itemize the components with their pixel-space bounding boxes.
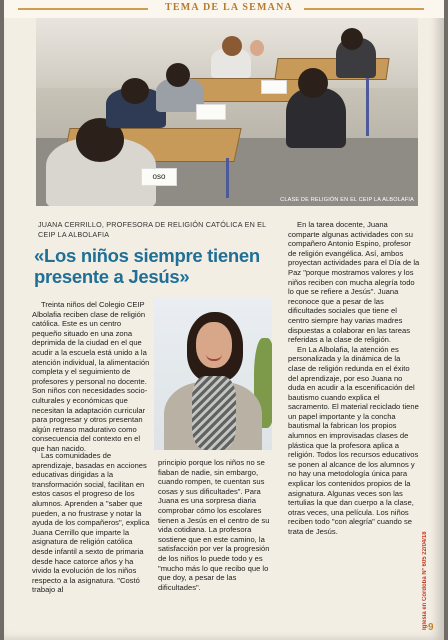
desk-leg <box>226 158 229 198</box>
issue-number: Nº 605 <box>422 556 428 575</box>
student-head <box>341 28 363 50</box>
article-column-1-continued <box>32 451 150 595</box>
article-column-1 <box>32 300 150 454</box>
scarf <box>192 376 236 450</box>
section-header <box>4 0 444 18</box>
paragraph: En la tarea docente, Juana comparte algunas actividades con su compañero Antonio Espino, profesor de religión evangélica. Así, ambos proyectan actividades para el Día de la Paz "porque mostramos valores y los niños reciben con mucha alegría todo lo que se refiere a Jesús". Juana reconoce que a pesar de las dificultades sociales que tiene el centro siempre hay varias madres dispuestas a colaborar en las tareas referidas a la clase de religión. <box>288 220 420 345</box>
worksheet <box>261 80 287 94</box>
headline: «Los niños siempre tienen presente a Jesús» <box>34 245 260 287</box>
header-rule-left <box>18 8 148 10</box>
worksheet <box>196 104 226 120</box>
student-head <box>166 63 190 87</box>
classroom-photo <box>36 18 418 206</box>
publication-name: Iglesia en Córdoba <box>422 576 428 630</box>
paragraph: principio porque los niños no se fiaban de nadie, sin embargo, cuando rompen, te cuentan sus cosas y sus dificultades". Para Juana es una sorpresa diaria comprobar cómo los escolares tienen a Jesús en el centro de su vida cotidiana. La profesora sostiene que en este camino, la satisfacción por ver la progresión de los niños lo puede todo y es "mucho más lo que recibo que lo que doy, a pesar de las dificultades". <box>158 458 270 592</box>
section-tag: TEMA DE LA SEMANA <box>165 2 293 13</box>
byline: JUANA CERRILLO, PROFESORA DE RELIGIÓN CATÓLICA EN EL CEIP LA ALBOLAFIA <box>38 220 267 239</box>
header-rule-right <box>304 8 424 10</box>
article-column-3 <box>288 220 420 537</box>
portrait-photo <box>154 298 272 450</box>
paragraph: Treinta niños del Colegio CEIP Albolafia reciben clase de religión católica. Este es un centro pequeño situado en una zona deprimida de la ciudad en el que acudir a la escuela está unido a la atención individual, la alimentación completa y el seguimiento de profesores y personal no docente. Son niños con necesidades socio-culturales y económicas que necesitan la adaptación curricular para progresar y otros presentan algún retraso madurativo como consecuencia del contexto en el que han nacido. <box>32 300 150 453</box>
student-face <box>250 40 264 56</box>
article-column-2 <box>158 458 276 592</box>
page-number: 9 <box>428 622 434 633</box>
paragraph: En La Albolafia, la atención es personalizada y la dinámica de la clase de religión redunda en el éxito del aprendizaje, por eso Juana no duda en acudir a la escenificación del bautismo cuando explica el sacramento. El material reciclado tiene un papel importante y la concha bautismal la fabrican los propios alumnos en improvisadas clases de plástica que la profesora aplica a religión. Todos los recursos educativos se ponen al alcance de los alumnos y no hay una metodología única para explicar los contenidos propios de la asignatura. Algunas veces son las tertulias la que dan cuerpo a la clase, otras veces, una película. Los niños reciben todo "con alegría" cuando se trata de Jesús. <box>288 344 419 536</box>
publication-footer <box>422 531 440 630</box>
issue-date: 22/04/18 <box>422 531 428 555</box>
desk-leg <box>366 76 369 136</box>
student-head <box>121 78 149 104</box>
student-head <box>298 68 328 98</box>
student-head <box>222 36 242 56</box>
worksheet: oso <box>141 168 177 186</box>
face <box>196 322 232 368</box>
magazine-page <box>4 0 444 640</box>
photo-caption: CLASE DE RELIGIÓN EN EL CEIP LA ALBOLAFIA <box>280 197 414 203</box>
paragraph: Las comunidades de aprendizaje, basadas en acciones educativas dirigidas a la transformación social, facilitan en estos casos el progreso de los alumnos. Aprenden a "saber que pueden, a no frustrase y notar la ayuda de los compañeros", explica Juana Cerrillo que imparte la asignatura de religión católica desde infantil a sexto de primaria desde hace catorce años y ha vivido la evolución de los niños respecto a la asignatura. "Costó trabajo al <box>32 451 150 595</box>
